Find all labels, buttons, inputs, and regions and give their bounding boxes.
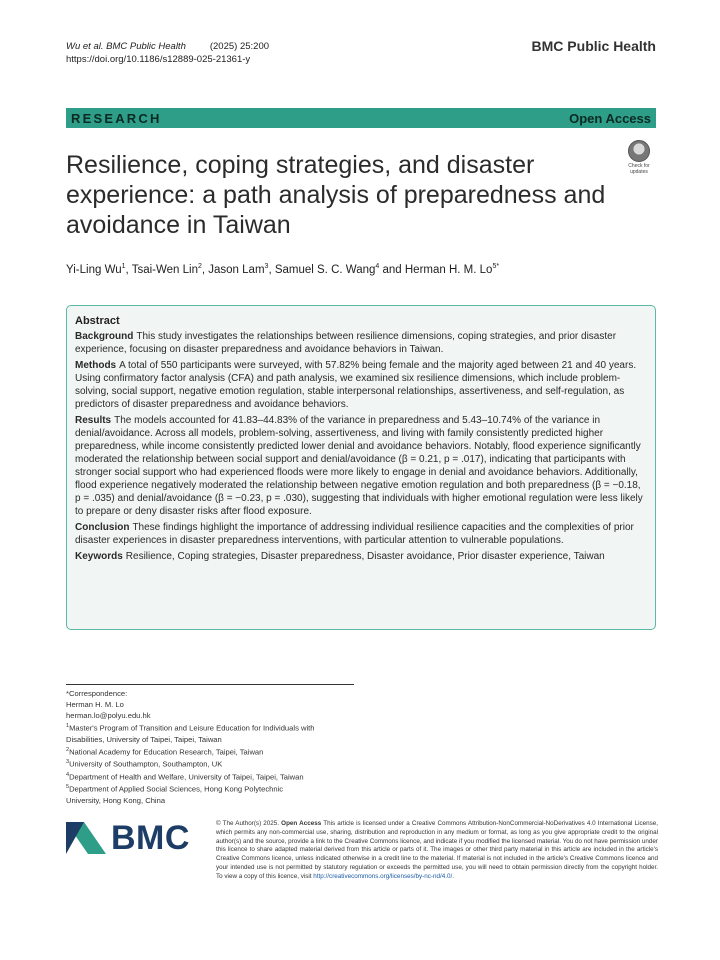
affiliation-line bbox=[66, 745, 366, 758]
affiliation-line bbox=[66, 721, 366, 734]
citation-year: (2025) 25:200 bbox=[209, 41, 270, 52]
affiliation-text: University of Southampton, Southampton, UK bbox=[69, 759, 223, 769]
crossmark-disc bbox=[628, 140, 650, 162]
bmc-logo-mark bbox=[66, 822, 106, 854]
author-name[interactable]: Samuel S. C. Wang bbox=[274, 263, 376, 276]
footnote-divider bbox=[66, 684, 354, 685]
license-end: . bbox=[452, 872, 454, 880]
article-type-label: RESEARCH bbox=[71, 110, 162, 126]
affiliation-line: Disabilities, University of Taipei, Taipei, Taiwan bbox=[66, 734, 222, 744]
author-affiliation-sup: 5* bbox=[492, 263, 500, 270]
section-text: Resilience, Coping strategies, Disaster preparedness, Disaster avoidance, Prior disaster experience, Taiwan bbox=[125, 551, 605, 562]
section-text: The models accounted for 41.83–44.83% of the variance in preparedness and 5.43–10.74% of the variance in denial/avoidance. Across all models, problem-solving, assertiveness, and living with family consistently predicted higher preparedness, while income consistently predicted lower denial and avoidance behaviors. Notably, flood experience significantly moderated the relationship between social support and denial/avoidance (β = 0.21, p = .017), indicating that participants with stronger social support who had experienced floods were more likely to engage in denial and avoidance behaviors. Additionally, flood experience negatively moderated the relationship between negative emotion regulation and both preparedness (β = −0.18, p = .035) and denial/avoidance (β = −0.23, p = .030), suggesting that individuals with higher emotional regulation were less likely to prepare or deny disaster risks after flood exposure. bbox=[75, 415, 643, 517]
affiliation-text: National Academy for Education Research, Taipei, Taiwan bbox=[69, 747, 264, 757]
bmc-logo-icon bbox=[66, 818, 206, 858]
abstract-background bbox=[75, 330, 647, 356]
license-link[interactable]: http://creativecommons.org/licenses/by-nc-nd/4.0/ bbox=[313, 872, 453, 880]
author-separator: , bbox=[268, 263, 275, 276]
abstract-box bbox=[66, 305, 656, 630]
section-label: Methods bbox=[75, 360, 117, 371]
affiliation-sup: 4 bbox=[66, 771, 70, 778]
section-text: This study investigates the relationships between resilience dimensions, coping strategies, and prior disaster experience, focusing on disaster preparedness and avoidance behaviors in Taiwan. bbox=[75, 331, 617, 355]
article-title: Resilience, coping strategies, and disaster experience: a path analysis of preparedness and avoidance in Taiwan bbox=[66, 151, 606, 239]
section-label: Results bbox=[75, 415, 112, 426]
abstract-conclusion bbox=[75, 521, 647, 547]
affiliation-text: Department of Health and Welfare, University of Taipei, Taipei, Taiwan bbox=[69, 772, 304, 782]
affiliation-sup: 1 bbox=[66, 723, 70, 729]
author-affiliation-sup: 3 bbox=[264, 263, 269, 270]
abstract-methods bbox=[75, 359, 647, 411]
license-text bbox=[216, 820, 658, 882]
affiliation-line bbox=[66, 757, 366, 770]
footnotes bbox=[66, 688, 366, 806]
section-label: Background bbox=[75, 331, 134, 342]
author-separator: , bbox=[201, 263, 209, 276]
correspondence-label: *Correspondence: bbox=[66, 689, 128, 698]
author-affiliation-sup: 4 bbox=[375, 263, 380, 270]
affiliation-line bbox=[66, 770, 366, 783]
affiliation-text: Department of Applied Social Sciences, Hong Kong Polytechnic bbox=[69, 784, 284, 794]
author-separator: and bbox=[379, 263, 405, 276]
author-separator: , bbox=[125, 263, 132, 276]
abstract-heading: Abstract bbox=[75, 315, 120, 327]
affiliation-sup: 2 bbox=[66, 746, 70, 753]
section-text: A total of 550 participants were surveyed, with 57.82% being female and the majority aged between 21 and 40 years. Using confirmatory factor analysis (CFA) and path analysis, we examined six resilience dimensions, which include problem-solving, social support, negative emotion regulation, stable interpersonal relationships, assertiveness, and self-regulation, as predictors of disaster preparedness and avoidance behaviors. bbox=[75, 360, 637, 410]
section-label: Keywords bbox=[75, 551, 123, 562]
doi-link[interactable]: https://doi.org/10.1186/s12889-025-21361-y bbox=[66, 54, 251, 65]
author-name[interactable]: Tsai-Wen Lin bbox=[131, 263, 198, 276]
section-label: Conclusion bbox=[75, 522, 130, 533]
crossmark-icon[interactable] bbox=[622, 140, 656, 176]
copyright-prefix: © The Author(s) 2025. bbox=[216, 820, 280, 827]
affiliation-line bbox=[66, 782, 366, 795]
crossmark-label: Check for updates bbox=[628, 163, 650, 175]
author-affiliation-sup: 2 bbox=[197, 263, 202, 270]
abstract-keywords bbox=[75, 550, 647, 563]
author-list bbox=[66, 263, 499, 276]
affiliation-sup: 5 bbox=[66, 784, 70, 791]
affiliation-text: Master's Program of Transition and Leisure Education for Individuals with bbox=[69, 723, 315, 733]
section-text: These findings highlight the importance of addressing individual resilience capacities and the complexities of prior disaster experiences in disaster preparedness interventions, with particular attention to vulnerable populations. bbox=[75, 522, 634, 546]
author-name[interactable]: Jason Lam bbox=[208, 263, 265, 276]
license-body: This article is licensed under a Creative Commons Attribution-NonCommercial-NoDerivatives 4.0 International License, which permits any non-commercial use, sharing, distribution and reproduction in any medium or format, as long as you give appropriate credit to the original author(s) and the source, provide a link to the Creative Commons licence, and indicate if you modified the licensed material. You do not have permission under this licence to share adapted material derived from this article or parts of it. The images or other third party material in this article are included in the article's Creative Commons licence, unless indicated otherwise in a credit line to the material. If material is not included in the article's Creative Commons licence and your intended use is not permitted by statutory regulation or exceeds the permitted use, you will need to obtain permission directly from the copyright holder. To view a copy of this licence, visit bbox=[216, 820, 659, 880]
bmc-logo-text: BMC bbox=[111, 818, 190, 857]
abstract-results bbox=[75, 414, 647, 518]
author-affiliation-sup: 1 bbox=[121, 263, 126, 270]
correspondent-email[interactable]: herman.lo@polyu.edu.hk bbox=[66, 711, 151, 720]
citation-header bbox=[66, 40, 269, 66]
article-type-banner bbox=[66, 108, 656, 128]
affiliation-line: University, Hong Kong, China bbox=[66, 795, 166, 805]
correspondent-name: Herman H. M. Lo bbox=[66, 700, 124, 709]
author-name[interactable]: Yi-Ling Wu bbox=[66, 263, 122, 276]
affiliation-sup: 3 bbox=[66, 759, 70, 766]
citation-authors: Wu et al. BMC Public Health bbox=[66, 41, 186, 52]
open-access-tag: Open Access bbox=[281, 820, 322, 827]
journal-name: BMC Public Health bbox=[531, 38, 656, 54]
author-name[interactable]: Herman H. M. Lo bbox=[404, 263, 493, 276]
open-access-label: Open Access bbox=[569, 110, 651, 126]
